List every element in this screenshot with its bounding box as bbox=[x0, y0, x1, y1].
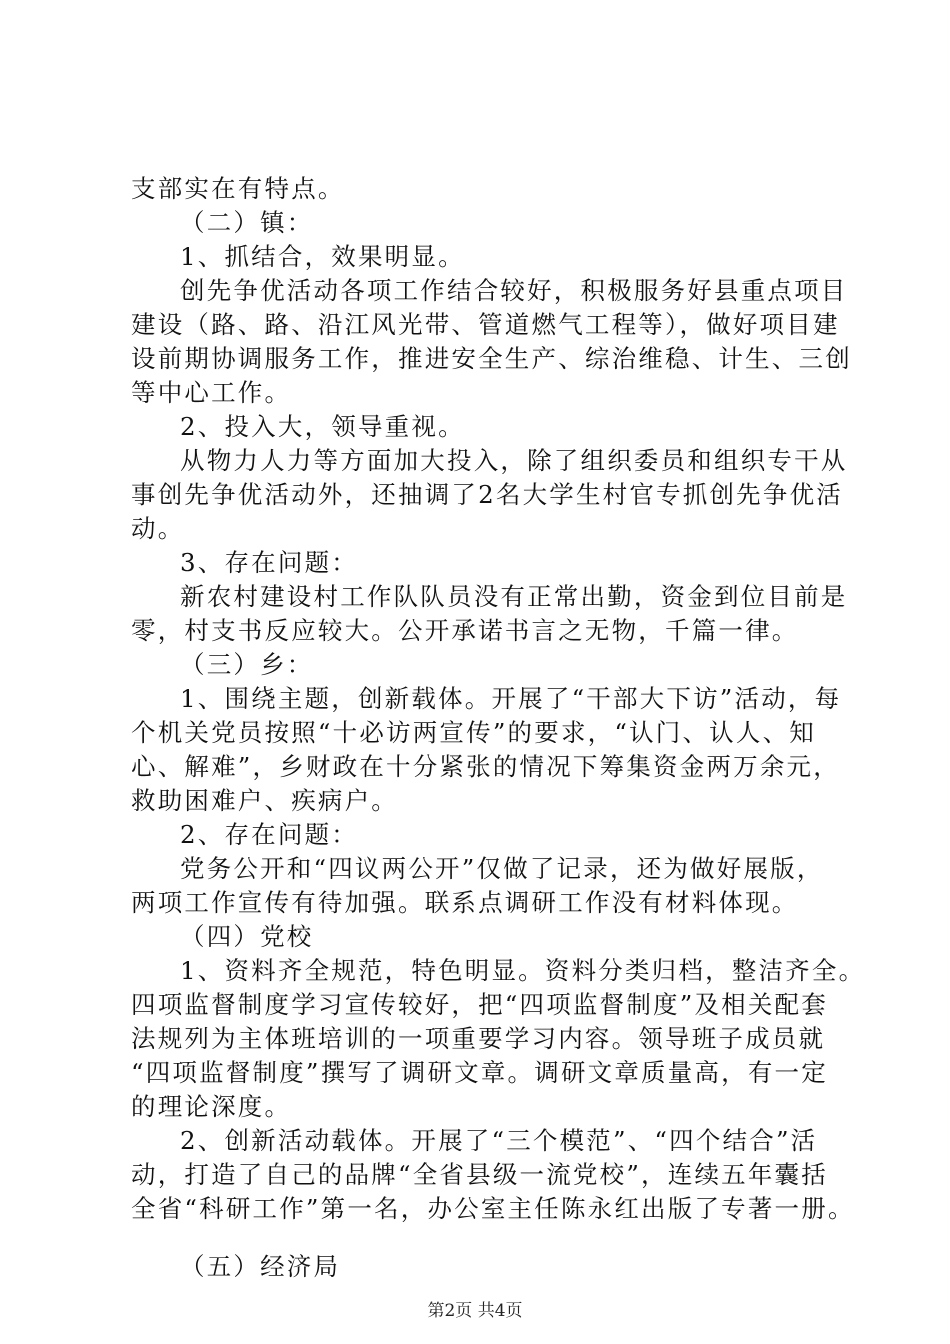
text-line: 从物力人力等方面加大投入，除了组织委员和组织专干从 bbox=[180, 446, 848, 475]
text-line: 党务公开和“四议两公开”仅做了记录，还为做好展版， bbox=[180, 854, 824, 883]
text-line: 全省“科研工作”第一名，办公室主任陈永红出版了专著一册。 bbox=[131, 1194, 855, 1223]
section-heading: （二）镇： bbox=[180, 208, 314, 237]
text-line: 救助困难户、疾病户。 bbox=[131, 786, 398, 815]
subheading: 2、投入大，领导重视。 bbox=[180, 412, 465, 441]
text-line: 的理论深度。 bbox=[131, 1092, 292, 1121]
text-line: 建设（路、路、沿江风光带、管道燃气工程等），做好项目建 bbox=[131, 310, 840, 339]
text-line: 零，村支书反应较大。公开承诺书言之无物，千篇一律。 bbox=[131, 616, 799, 645]
text-line: 两项工作宣传有待加强。联系点调研工作没有材料体现。 bbox=[131, 888, 799, 917]
subheading: 2、存在问题： bbox=[180, 820, 358, 849]
text-line: 个机关党员按照“十必访两宣传”的要求，“认门、认人、知 bbox=[131, 718, 816, 747]
text-line: 设前期协调服务工作，推进安全生产、综治维稳、计生、三创 bbox=[131, 344, 852, 373]
text-line: 动。 bbox=[131, 514, 185, 543]
section-heading: （三）乡： bbox=[180, 650, 314, 679]
text-line: 四项监督制度学习宣传较好，把“四项监督制度”及相关配套 bbox=[131, 990, 828, 1019]
text-line: 事创先争优活动外，还抽调了2名大学生村官专抓创先争优活 bbox=[131, 480, 843, 509]
text-line: 等中心工作。 bbox=[131, 378, 292, 407]
text-line: 创先争优活动各项工作结合较好，积极服务好县重点项目 bbox=[180, 276, 848, 305]
text-line: 心、解难”，乡财政在十分紧张的情况下筹集资金两万余元， bbox=[131, 752, 840, 781]
section-heading: （五）经济局 bbox=[180, 1252, 341, 1281]
text-line: 新农村建设村工作队队员没有正常出勤，资金到位目前是 bbox=[180, 582, 848, 611]
text-line: “四项监督制度”撰写了调研文章。调研文章质量高，有一定 bbox=[131, 1058, 828, 1087]
text-line: 1、围绕主题，创新载体。开展了“干部大下访”活动，每 bbox=[180, 684, 842, 713]
text-line: 1、资料齐全规范，特色明显。资料分类归档，整洁齐全。 bbox=[180, 956, 866, 985]
subheading: 1、抓结合，效果明显。 bbox=[180, 242, 465, 271]
section-heading: （四）党校 bbox=[180, 922, 314, 951]
text-line: 法规列为主体班培训的一项重要学习内容。领导班子成员就 bbox=[131, 1024, 826, 1053]
subheading: 3、存在问题： bbox=[180, 548, 358, 577]
text-line: 支部实在有特点。 bbox=[131, 174, 345, 203]
page-number-footer: 第2页 共4页 bbox=[427, 1301, 523, 1321]
text-line: 2、创新活动载体。开展了“三个模范”、“四个结合”活 bbox=[180, 1126, 818, 1155]
text-line: 动，打造了自己的品牌“全省县级一流党校”，连续五年囊括 bbox=[131, 1160, 828, 1189]
